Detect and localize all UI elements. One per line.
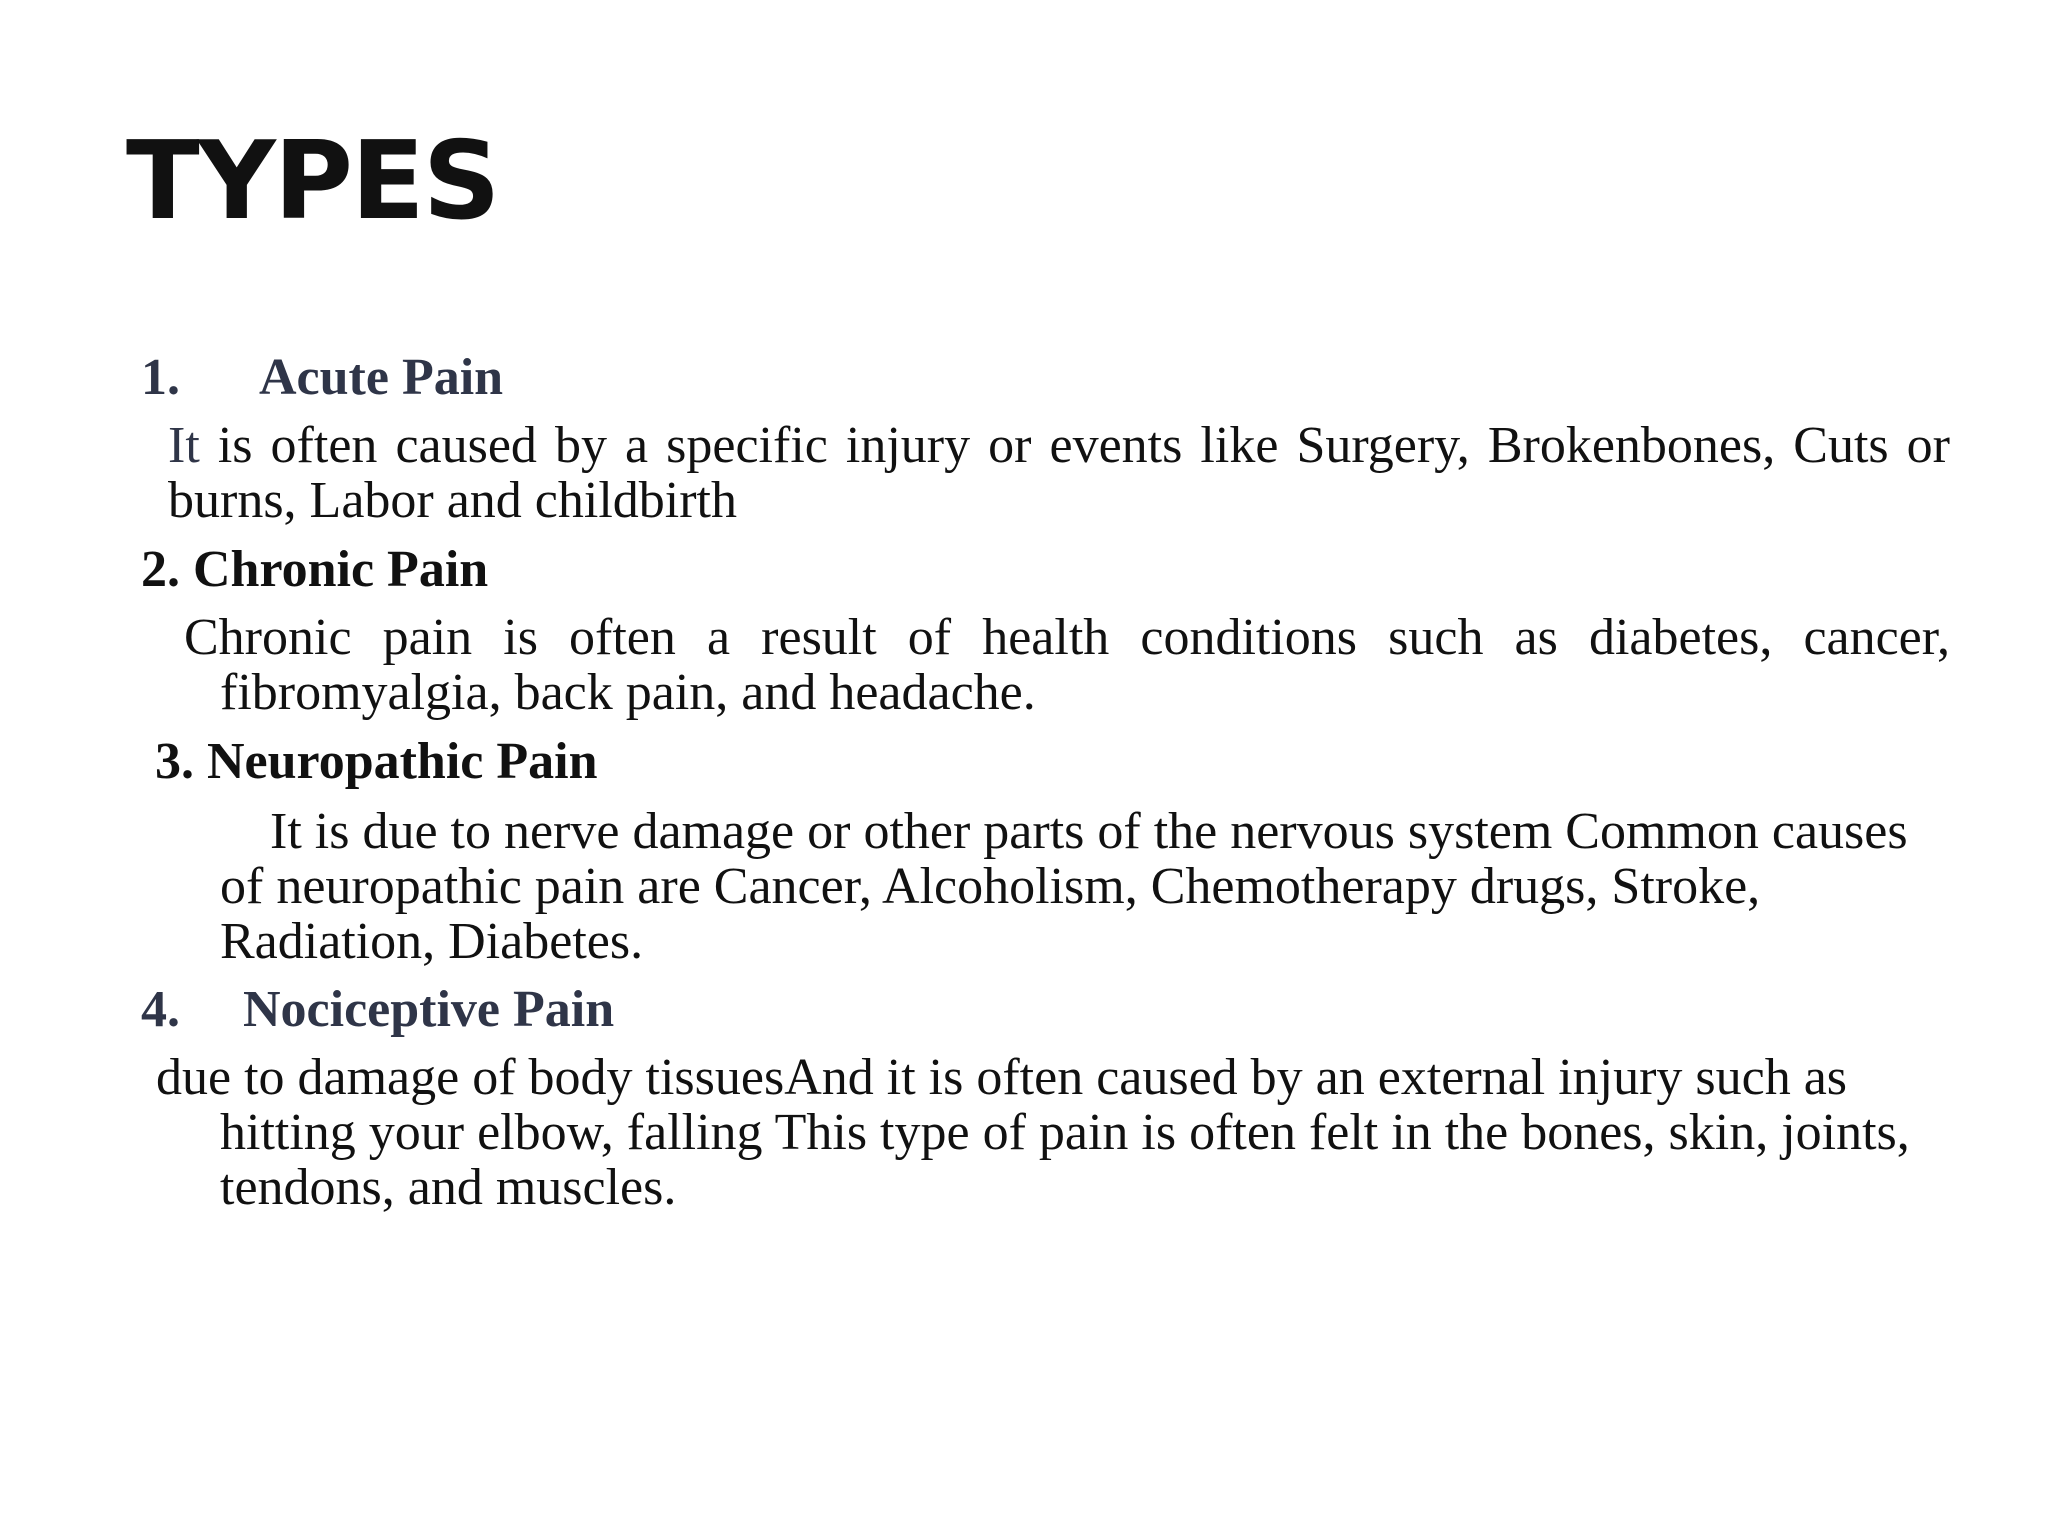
item-1-description	[168, 418, 1950, 528]
item-4-description: due to damage of body tissuesAnd it is often caused by an external injury such as hitting your elbow, falling This type of pain is often felt in the bones, skin, joints, tendons, and muscles.	[156, 1049, 1910, 1216]
item-3-title: Neuropathic Pain	[207, 733, 598, 790]
item-4-number: 4.	[141, 981, 180, 1038]
slide-title: TYPES	[126, 119, 499, 244]
item-1-text: is often caused by a specific injury or events like Surgery, Brokenbones, Cuts or burns, Labor and childbirth	[168, 417, 1950, 529]
item-1-number: 1.	[141, 349, 180, 406]
item-4-heading	[141, 981, 615, 1038]
item-2-title: Chronic Pain	[193, 541, 489, 598]
item-2-heading	[141, 541, 489, 598]
item-4-title: Nociceptive Pain	[243, 981, 615, 1038]
item-1-heading	[141, 349, 504, 406]
item-1-title: Acute Pain	[259, 349, 504, 406]
item-2-number: 2.	[141, 541, 180, 598]
item-1-lead: It	[168, 417, 200, 474]
item-3-number: 3.	[155, 733, 194, 790]
item-3-heading	[155, 733, 598, 790]
item-2-description: Chronic pain is often a result of health conditions such as diabetes, cancer, fibromyalgia, back pain, and headache.	[184, 609, 1950, 721]
item-3-description: It is due to nerve damage or other parts of the nervous system Common causes of neuropathic pain are Cancer, Alcoholism, Chemotherapy drugs, Stroke, Radiation, Diabetes.	[220, 803, 1908, 970]
